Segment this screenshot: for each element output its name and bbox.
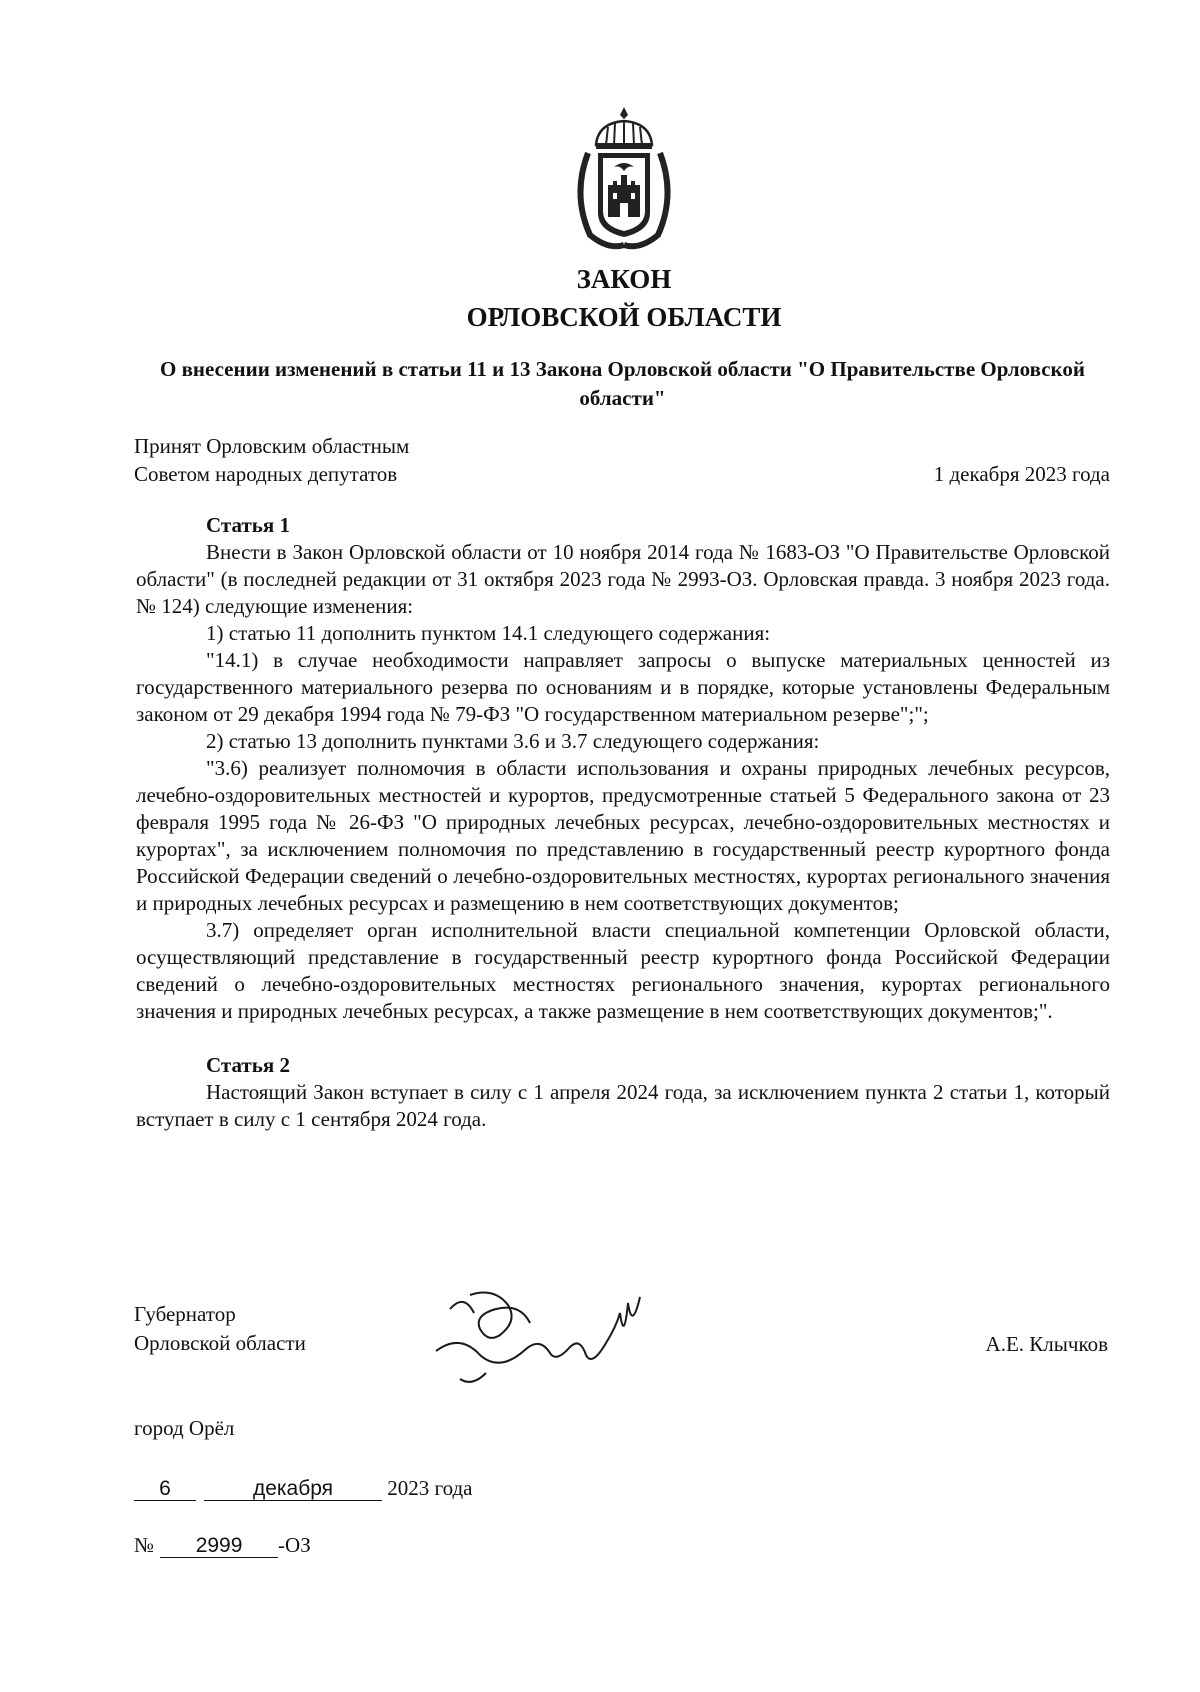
coat-of-arms-icon xyxy=(568,105,680,250)
article-1-paragraph: "14.1) в случае необходимости направляет запросы о выпуске материальных ценностей из государственного материального резерва по основаниям и в порядке, которые установлены Федеральным законом от 29 декабря 1994 года № 79-ФЗ "О государственном материальном резерве";"; xyxy=(136,648,1110,726)
title-line-2: ОРЛОВСКОЙ ОБЛАСТИ xyxy=(466,302,782,332)
signatory-position-line-2: Орловской области xyxy=(134,1331,306,1355)
signatory-position-line-1: Губернатор xyxy=(134,1302,236,1326)
law-number-value: 2999 xyxy=(160,1535,278,1558)
article-1-paragraph: "3.6) реализует полномочия в области использования и охраны природных лечебных ресурсов, лечебно-оздоровительных местностей и курортов, предусмотренные статьей 5 Федерального закона от 23 февраля 1995 года № 26-ФЗ "О природных лечебных ресурсах, лечебно-оздоровительных местностях и курортах", за исключением полномочия по представлению в государственный реестр курортного фонда Российской Федерации сведений о лечебно-оздоровительных местностях, курортах регионального значения и природных лечебных ресурсах и размещению в нем соответствующих документов; xyxy=(136,756,1110,915)
adoption-date: 1 декабря 2023 года xyxy=(933,462,1110,486)
title-line-1: ЗАКОН xyxy=(576,264,672,294)
signing-date xyxy=(134,1474,473,1503)
article-1-heading: Статья 1 xyxy=(206,513,290,537)
law-number xyxy=(134,1531,311,1560)
law-number-prefix: № xyxy=(134,1533,155,1557)
law-subject: О внесении изменений в статьи 11 и 13 Закона Орловской области "О Правительстве Орловской области" xyxy=(160,357,1085,410)
article-2-heading: Статья 2 xyxy=(206,1053,290,1077)
handwritten-signature xyxy=(430,1283,650,1393)
signing-month: декабря xyxy=(204,1478,382,1501)
signatory-position xyxy=(134,1300,306,1358)
article-1-paragraph: 3.7) определяет орган исполнительной власти специальной компетенции Орловской области, осуществляющий представление в государственный реестр курортного фонда Российской Федерации сведений о лечебно-оздоровительных местностях регионального значения, курортах регионального значения и природных лечебных ресурсах, а также размещение в нем соответствующих документов;". xyxy=(136,918,1110,1023)
signing-day: 6 xyxy=(134,1478,196,1501)
article-2-paragraph: Настоящий Закон вступает в силу с 1 апреля 2024 года, за исключением пункта 2 статьи 1, который вступает в силу с 1 сентября 2024 года. xyxy=(136,1080,1110,1131)
adoption-body xyxy=(134,432,409,488)
signing-year: 2023 года xyxy=(387,1476,473,1500)
adoption-line-1: Принят Орловским областным xyxy=(134,434,410,458)
law-number-suffix: -ОЗ xyxy=(278,1533,311,1557)
adoption-line-2: Советом народных депутатов xyxy=(134,462,398,486)
article-1-paragraph: 1) статью 11 дополнить пунктом 14.1 следующего содержания: xyxy=(206,621,771,645)
article-1-paragraph: Внести в Закон Орловской области от 10 ноября 2014 года № 1683-ОЗ "О Правительстве Орловской области" (в последней редакции от 31 октября 2023 года № 2993-ОЗ. Орловская правда. 3 ноября 2023 года. № 124) следующие изменения: xyxy=(136,540,1110,618)
article-1-paragraph: 2) статью 13 дополнить пунктами 3.6 и 3.7 следующего содержания: xyxy=(206,729,820,753)
signatory-name: А.Е. Клычков xyxy=(985,1332,1108,1356)
law-title xyxy=(0,260,1200,336)
signing-city: город Орёл xyxy=(134,1416,235,1440)
law-body xyxy=(136,512,1110,1133)
